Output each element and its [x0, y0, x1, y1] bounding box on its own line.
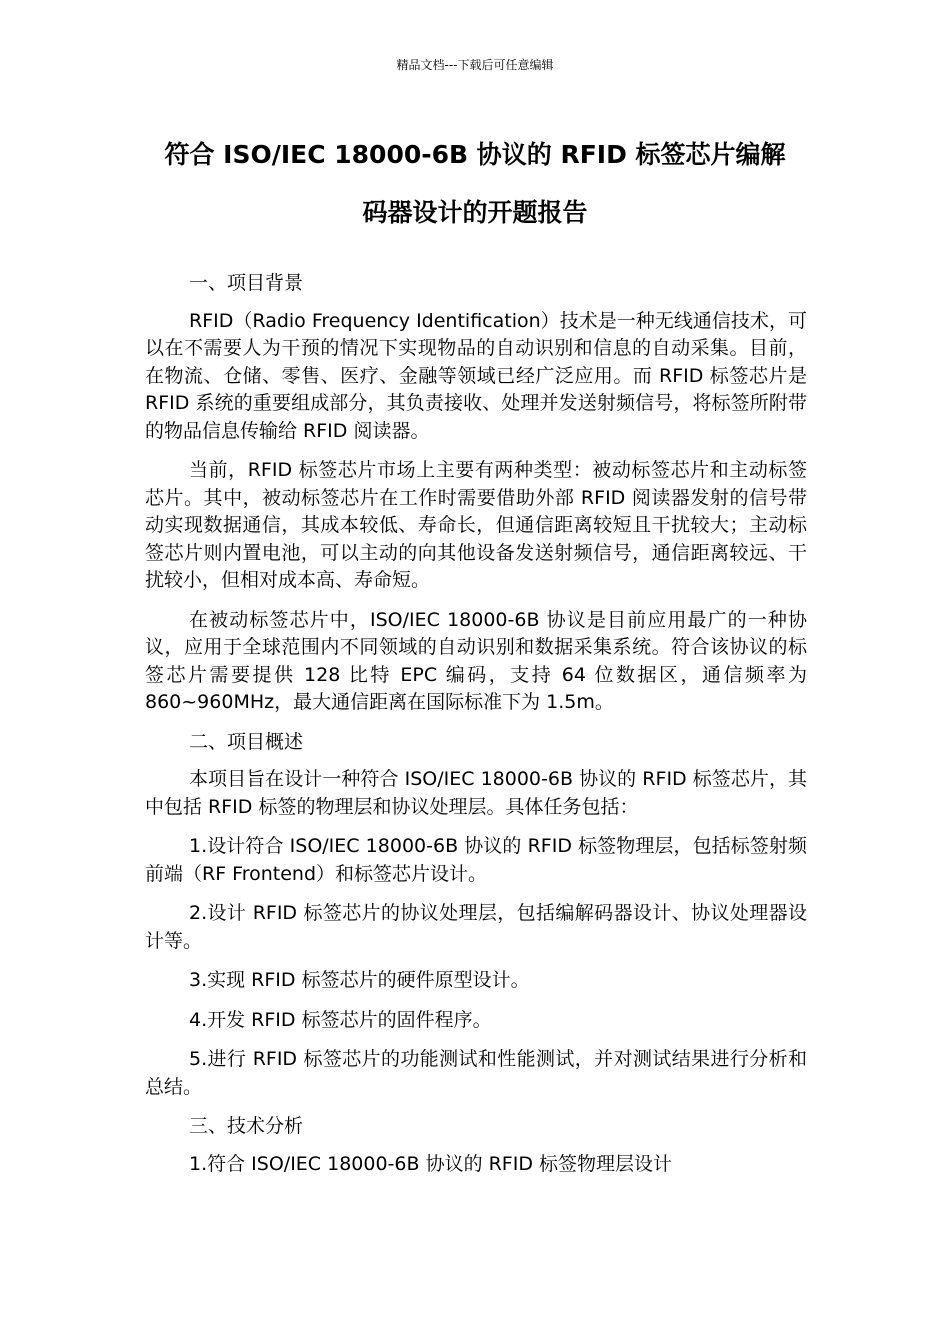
section-2-list-item-4: 4.开发 RFID 标签芯片的固件程序。: [189, 1008, 492, 1031]
section-2-list-item-5: 5.进行 RFID 标签芯片的功能测试和性能测试，并对测试结果进行分析和总结。: [145, 1048, 807, 1098]
section-2-list-item-3: 3.实现 RFID 标签芯片的硬件原型设计。: [189, 969, 530, 991]
document-title-line-1: 符合 ISO/IEC 18000-6B 协议的 RFID 标签芯片编解: [164, 140, 786, 169]
section-2-list-item-2: 2.设计 RFID 标签芯片的协议处理层，包括编解码器设计、协议处理器设计等。: [145, 902, 807, 952]
section-3-heading: 三、技术分析: [189, 1115, 304, 1137]
document-title-line-2: 码器设计的开题报告: [362, 198, 588, 227]
section-1-paragraph-3: 在被动标签芯片中，ISO/IEC 18000-6B 协议是目前应用最广的一种协议，应用于全球范围内不同领域的自动识别和数据采集系统。符合该协议的标签芯片需要提供 128 比特 EPC 编码，支持 64 位数据区，通信频率为 860~960MHz，最大通信距离在国际标准下为 1.5m。: [145, 608, 807, 713]
document-body: [145, 270, 807, 1190]
section-2-paragraph-1: 本项目旨在设计一种符合 ISO/IEC 18000-6B 协议的 RFID 标签芯片，其中包括 RFID 标签的物理层和协议处理层。具体任务包括：: [145, 768, 807, 818]
section-1-paragraph-1: RFID（Radio Frequency Identification）技术是一种无线通信技术，可以在不需要人为干预的情况下实现物品的自动识别和信息的自动采集。目前，在物流、仓储、零售、医疗、金融等领域已经广泛应用。而 RFID 标签芯片是 RFID 系统的重要组成部分，其负责接收、处理并发送射频信号，将标签所附带的物品信息传输给 RFID 阅读器。: [145, 309, 807, 442]
header-note: 精品文档---下载后可任意编辑: [396, 58, 554, 72]
section-1-heading: 一、项目背景: [189, 272, 304, 294]
section-3-list-item-1: 1.符合 ISO/IEC 18000-6B 协议的 RFID 标签物理层设计: [189, 1152, 673, 1175]
section-2-list-item-1: 1.设计符合 ISO/IEC 18000-6B 协议的 RFID 标签物理层，包括标签射频前端（RF Frontend）和标签芯片设计。: [145, 835, 807, 885]
section-2-heading: 二、项目概述: [189, 730, 304, 753]
section-1-paragraph-2: 当前，RFID 标签芯片市场上主要有两种类型：被动标签芯片和主动标签芯片。其中，被动标签芯片在工作时需要借助外部 RFID 阅读器发射的信号带动实现数据通信，其成本较低、寿命长，但通信距离较短且干扰较大；主动标签芯片则内置电池，可以主动的向其他设备发送射频信号，通信距离较远、干扰较小，但相对成本高、寿命短。: [145, 459, 807, 591]
